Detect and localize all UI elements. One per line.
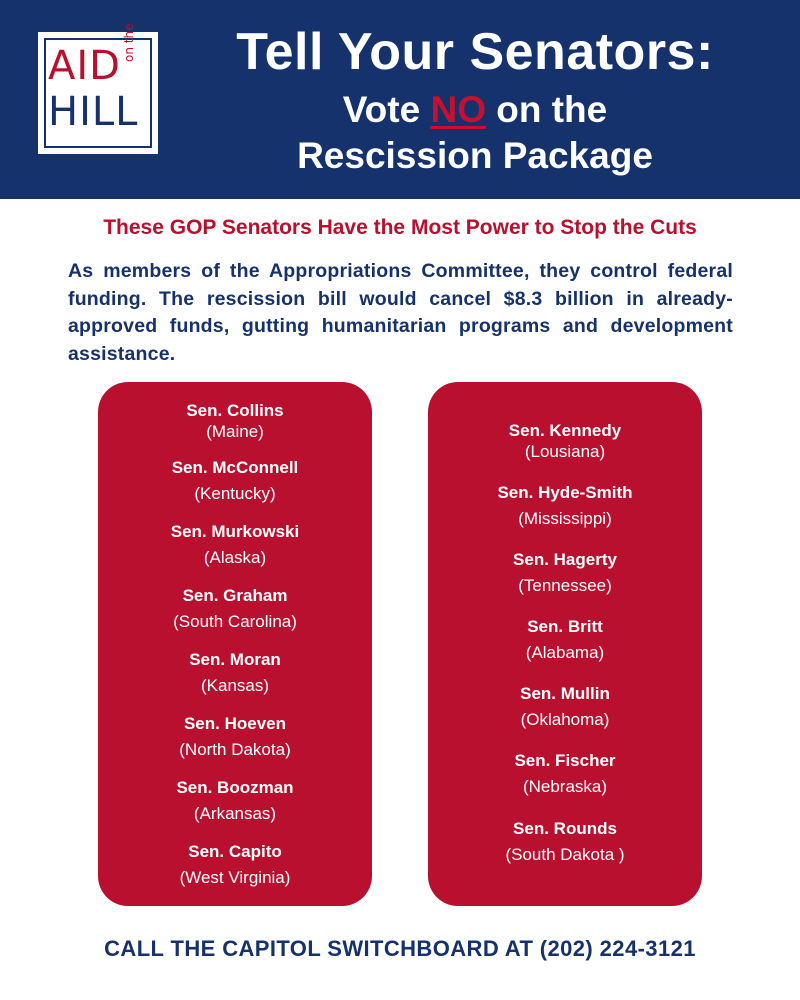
senator-state: (Arkansas) xyxy=(193,804,277,823)
senator-name: Sen. Capito xyxy=(188,842,282,861)
senator-state: (Mississippi) xyxy=(518,509,612,528)
senator-state: (Kentucky) xyxy=(194,484,276,503)
aid-on-the-hill-logo xyxy=(36,23,160,156)
logo-aid-text: AID xyxy=(48,43,121,89)
senator-state: (Alaska) xyxy=(203,548,267,567)
logo-hill-text: HILL xyxy=(48,89,139,135)
senator-state: (North Dakota) xyxy=(179,740,291,759)
title-on-the-text: on the xyxy=(485,89,608,130)
senator-item xyxy=(428,818,702,866)
page-title: Tell Your Senators: xyxy=(236,23,714,81)
senator-item xyxy=(98,521,372,569)
title-line-3: Rescission Package xyxy=(297,135,653,176)
senator-name: Sen. Hyde-Smith xyxy=(497,483,633,502)
senator-item xyxy=(98,649,372,697)
senator-state: (West Virginia) xyxy=(179,868,291,887)
senator-name: Sen. Fischer xyxy=(514,751,616,770)
senator-name: Sen. Hagerty xyxy=(513,550,617,569)
senator-item xyxy=(428,750,702,798)
senator-state: (Lousiana) xyxy=(524,442,606,461)
senator-name: Sen. Collins xyxy=(186,401,284,420)
title-line-2 xyxy=(170,88,780,132)
senator-item xyxy=(98,841,372,889)
senator-item xyxy=(428,549,702,597)
senator-list-left xyxy=(98,382,372,906)
senator-name: Sen. Britt xyxy=(527,617,603,636)
subheading: These GOP Senators Have the Most Power to Stop the Cuts xyxy=(103,216,697,239)
senator-state: (Nebraska) xyxy=(522,777,608,796)
senator-item xyxy=(428,482,702,530)
senator-item xyxy=(98,400,372,443)
senator-item xyxy=(428,616,702,664)
senator-item xyxy=(98,713,372,761)
senator-name: Sen. Moran xyxy=(189,650,281,669)
senator-state: (Tennessee) xyxy=(518,576,612,595)
senator-state: (South Carolina) xyxy=(173,612,297,631)
senator-list-right xyxy=(428,382,702,906)
senator-name: Sen. Hoeven xyxy=(183,714,287,733)
switchboard-call-to-action: CALL THE CAPITOL SWITCHBOARD AT (202) 224-3121 xyxy=(104,936,696,961)
senator-state: (South Dakota ) xyxy=(505,845,625,864)
senator-name: Sen. McConnell xyxy=(171,458,299,477)
senator-item xyxy=(98,777,372,825)
senator-name: Sen. Rounds xyxy=(513,819,617,838)
intro-paragraph: As members of the Appropriations Committee, they control federal funding. The rescission bill would cancel $8.3 billion in already-approved funds, gutting humanitarian programs and development assistance. xyxy=(68,260,733,365)
title-no-text: NO xyxy=(430,89,486,130)
title-vote-text: Vote xyxy=(342,89,431,130)
senator-name: Sen. Mullin xyxy=(520,684,610,703)
senator-state: (Oklahoma) xyxy=(520,710,610,729)
senator-item xyxy=(428,420,702,463)
senator-name: Sen. Graham xyxy=(182,586,288,605)
senator-item xyxy=(98,457,372,505)
senator-state: (Alabama) xyxy=(525,643,605,662)
logo-on-the-text: on the xyxy=(122,23,136,62)
senator-name: Sen. Kennedy xyxy=(508,421,622,440)
senator-name: Sen. Murkowski xyxy=(170,522,300,541)
senator-name: Sen. Boozman xyxy=(176,778,294,797)
header-banner xyxy=(0,0,800,199)
senator-item xyxy=(428,683,702,731)
senator-item xyxy=(98,585,372,633)
senator-state: (Kansas) xyxy=(200,676,270,695)
senator-state: (Maine) xyxy=(206,422,264,441)
